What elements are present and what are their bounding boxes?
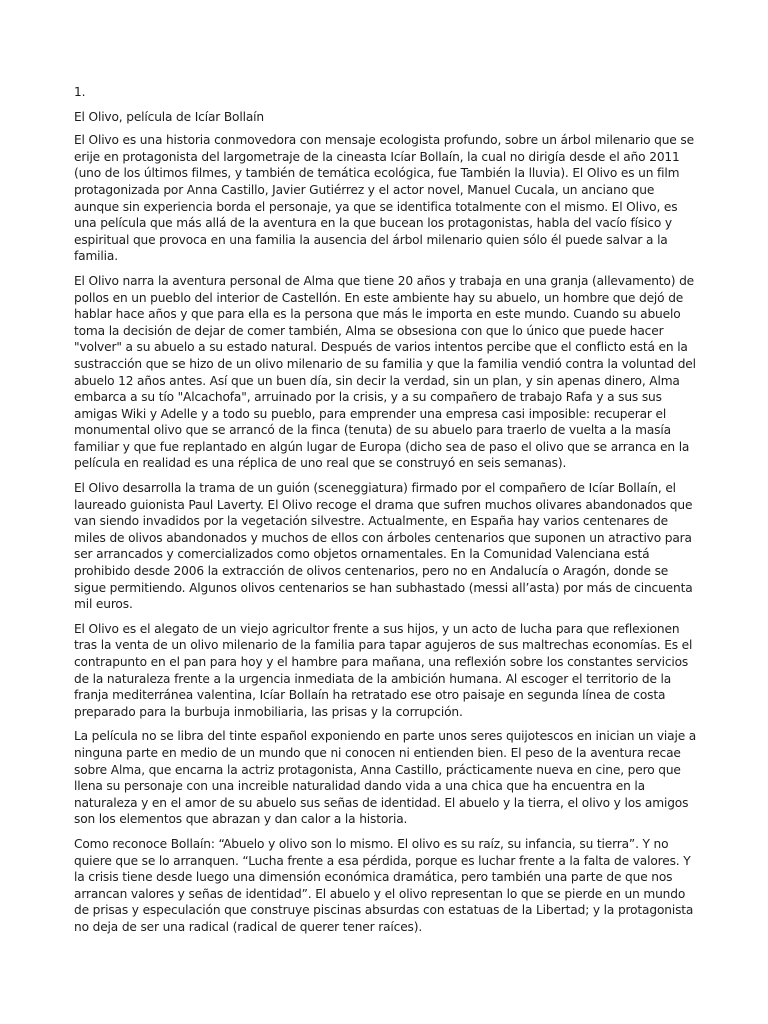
paragraph-2: El Olivo narra la aventura personal de Alma que tiene 20 años y trabaja en una granja (allevamento) de pollos en un pueblo del interior de Castellón. En este ambiente hay su abuelo, un hombre que dejó de hablar hace años y que para ella es la persona que más le importa en este mundo. Cuando su abuelo toma la decisión de dejar de comer también, Alma se obsesiona con que lo único que puede hacer "volver" a su abuelo a su estado natural. Después de varios intentos percibe que el conflicto está en la sustracción que se hizo de un olivo milenario de su familia y que la familia vendió contra la voluntad del abuelo 12 años antes. Así que un buen día, sin decir la verdad, sin un plan, y sin apenas dinero, Alma embarca a su tío "Alcachofa", arruinado por la crisis, y a su compañero de trabajo Rafa y a sus sus amigas Wiki y Adelle y a todo su pueblo, para emprender una empresa casi imposible: recuperar el monumental olivo que se arrancó de la finca (tenuta) de su abuelo para traerlo de vuelta a la masía familiar y que fue replantado en algún lugar de Europa (dicho sea de paso el olivo que se arranca en la película en realidad es una réplica de uno real que se construyó en seis semanas). xyxy=(74,273,696,471)
section-number: 1. xyxy=(74,85,86,99)
paragraph-4: El Olivo es el alegato de un viejo agricultor frente a sus hijos, y un acto de lucha para que reflexionen tras la venta de un olivo milenario de la familia para tapar agujeros de sus maltrechas economías. Es el contrapunto en el pan para hoy y el hambre para mañana, una reflexión sobre los constantes servicios de la naturaleza frente a la urgencia inmediata de la ambición humana. Al escoger el territorio de la franja mediterránea valentina, Icíar Bollaín ha retratado ese otro paisaje en segunda línea de costa preparado para la burbuja inmobiliaria, las prisas y la corrupción. xyxy=(74,621,693,719)
paragraph-6: Como reconoce Bollaín: “Abuelo y olivo son lo mismo. El olivo es su raíz, su infancia, su tierra”. Y no quiere que se lo arranquen. “Lucha frente a esa pérdida, porque es luchar frente a la falta de valores. Y la crisis tiene desde luego una dimensión económica dramática, pero también una parte de que nos arrancan valores y señas de identidad”. El abuelo y el olivo representan lo que se pierde en un mundo de prisas y especulación que construye piscinas absurdas con estatuas de la Libertad; y la protagonista no deja de ser una radical (radical de querer tener raíces). xyxy=(74,836,694,934)
document-page xyxy=(74,84,700,944)
document-title: El Olivo, película de Icíar Bollaín xyxy=(74,109,264,124)
paragraph-1: El Olivo es una historia conmovedora con mensaje ecologista profundo, sobre un árbol milenario que se erije en protagonista del largometraje de la cineasta Icíar Bollaín, la cual no dirigía desde el año 2011 (uno de los últimos filmes, y también de temática ecológica, fue También la lluvia). El Olivo es un film protagonizada por Anna Castillo, Javier Gutiérrez y el actor novel, Manuel Cucala, un anciano que aunque sin experiencia borda el personaje, ya que se identifica totalmente con el mismo. El Olivo, es una película que más allá de la aventura en la que bucean los protagonistas, habla del vacío físico y espiritual que provoca en una familia la ausencia del árbol milenario quien sólo él puede salvar a la familia. xyxy=(74,133,694,264)
paragraph-3: El Olivo desarrolla la trama de un guión (sceneggiatura) firmado por el compañero de Icíar Bollaín, el laureado guionista Paul Laverty. El Olivo recoge el drama que sufren muchos olivares abandonados que van siendo invadidos por la vegetación silvestre. Actualmente, en España hay varios centenares de miles de olivos abandonados y muchos de ellos con árboles centenarios que suponen un atractivo para ser arrancados y comercializados como objetos ornamentales. En la Comunidad Valenciana está prohibido desde 2006 la extracción de olivos centenarios, pero no en Andalucía o Aragón, donde se sigue permitiendo. Algunos olivos centenarios se han subhastado (messi all’asta) por más de cincuenta mil euros. xyxy=(74,481,693,612)
paragraph-5: La película no se libra del tinte español exponiendo en parte unos seres quijotescos en inician un viaje a ninguna parte en medio de un mundo que ni conocen ni entienden bien. El peso de la aventura recae sobre Alma, que encarna la actriz protagonista, Anna Castillo, prácticamente nueva en cine, pero que llena su personaje con una increible naturalidad dando vida a una chica que ha encuentra en la naturaleza y en el amor de su abuelo sus señas de identidad. El abuelo y la tierra, el olivo y los amigos son los elementos que abrazan y dan calor a la historia. xyxy=(74,729,697,827)
